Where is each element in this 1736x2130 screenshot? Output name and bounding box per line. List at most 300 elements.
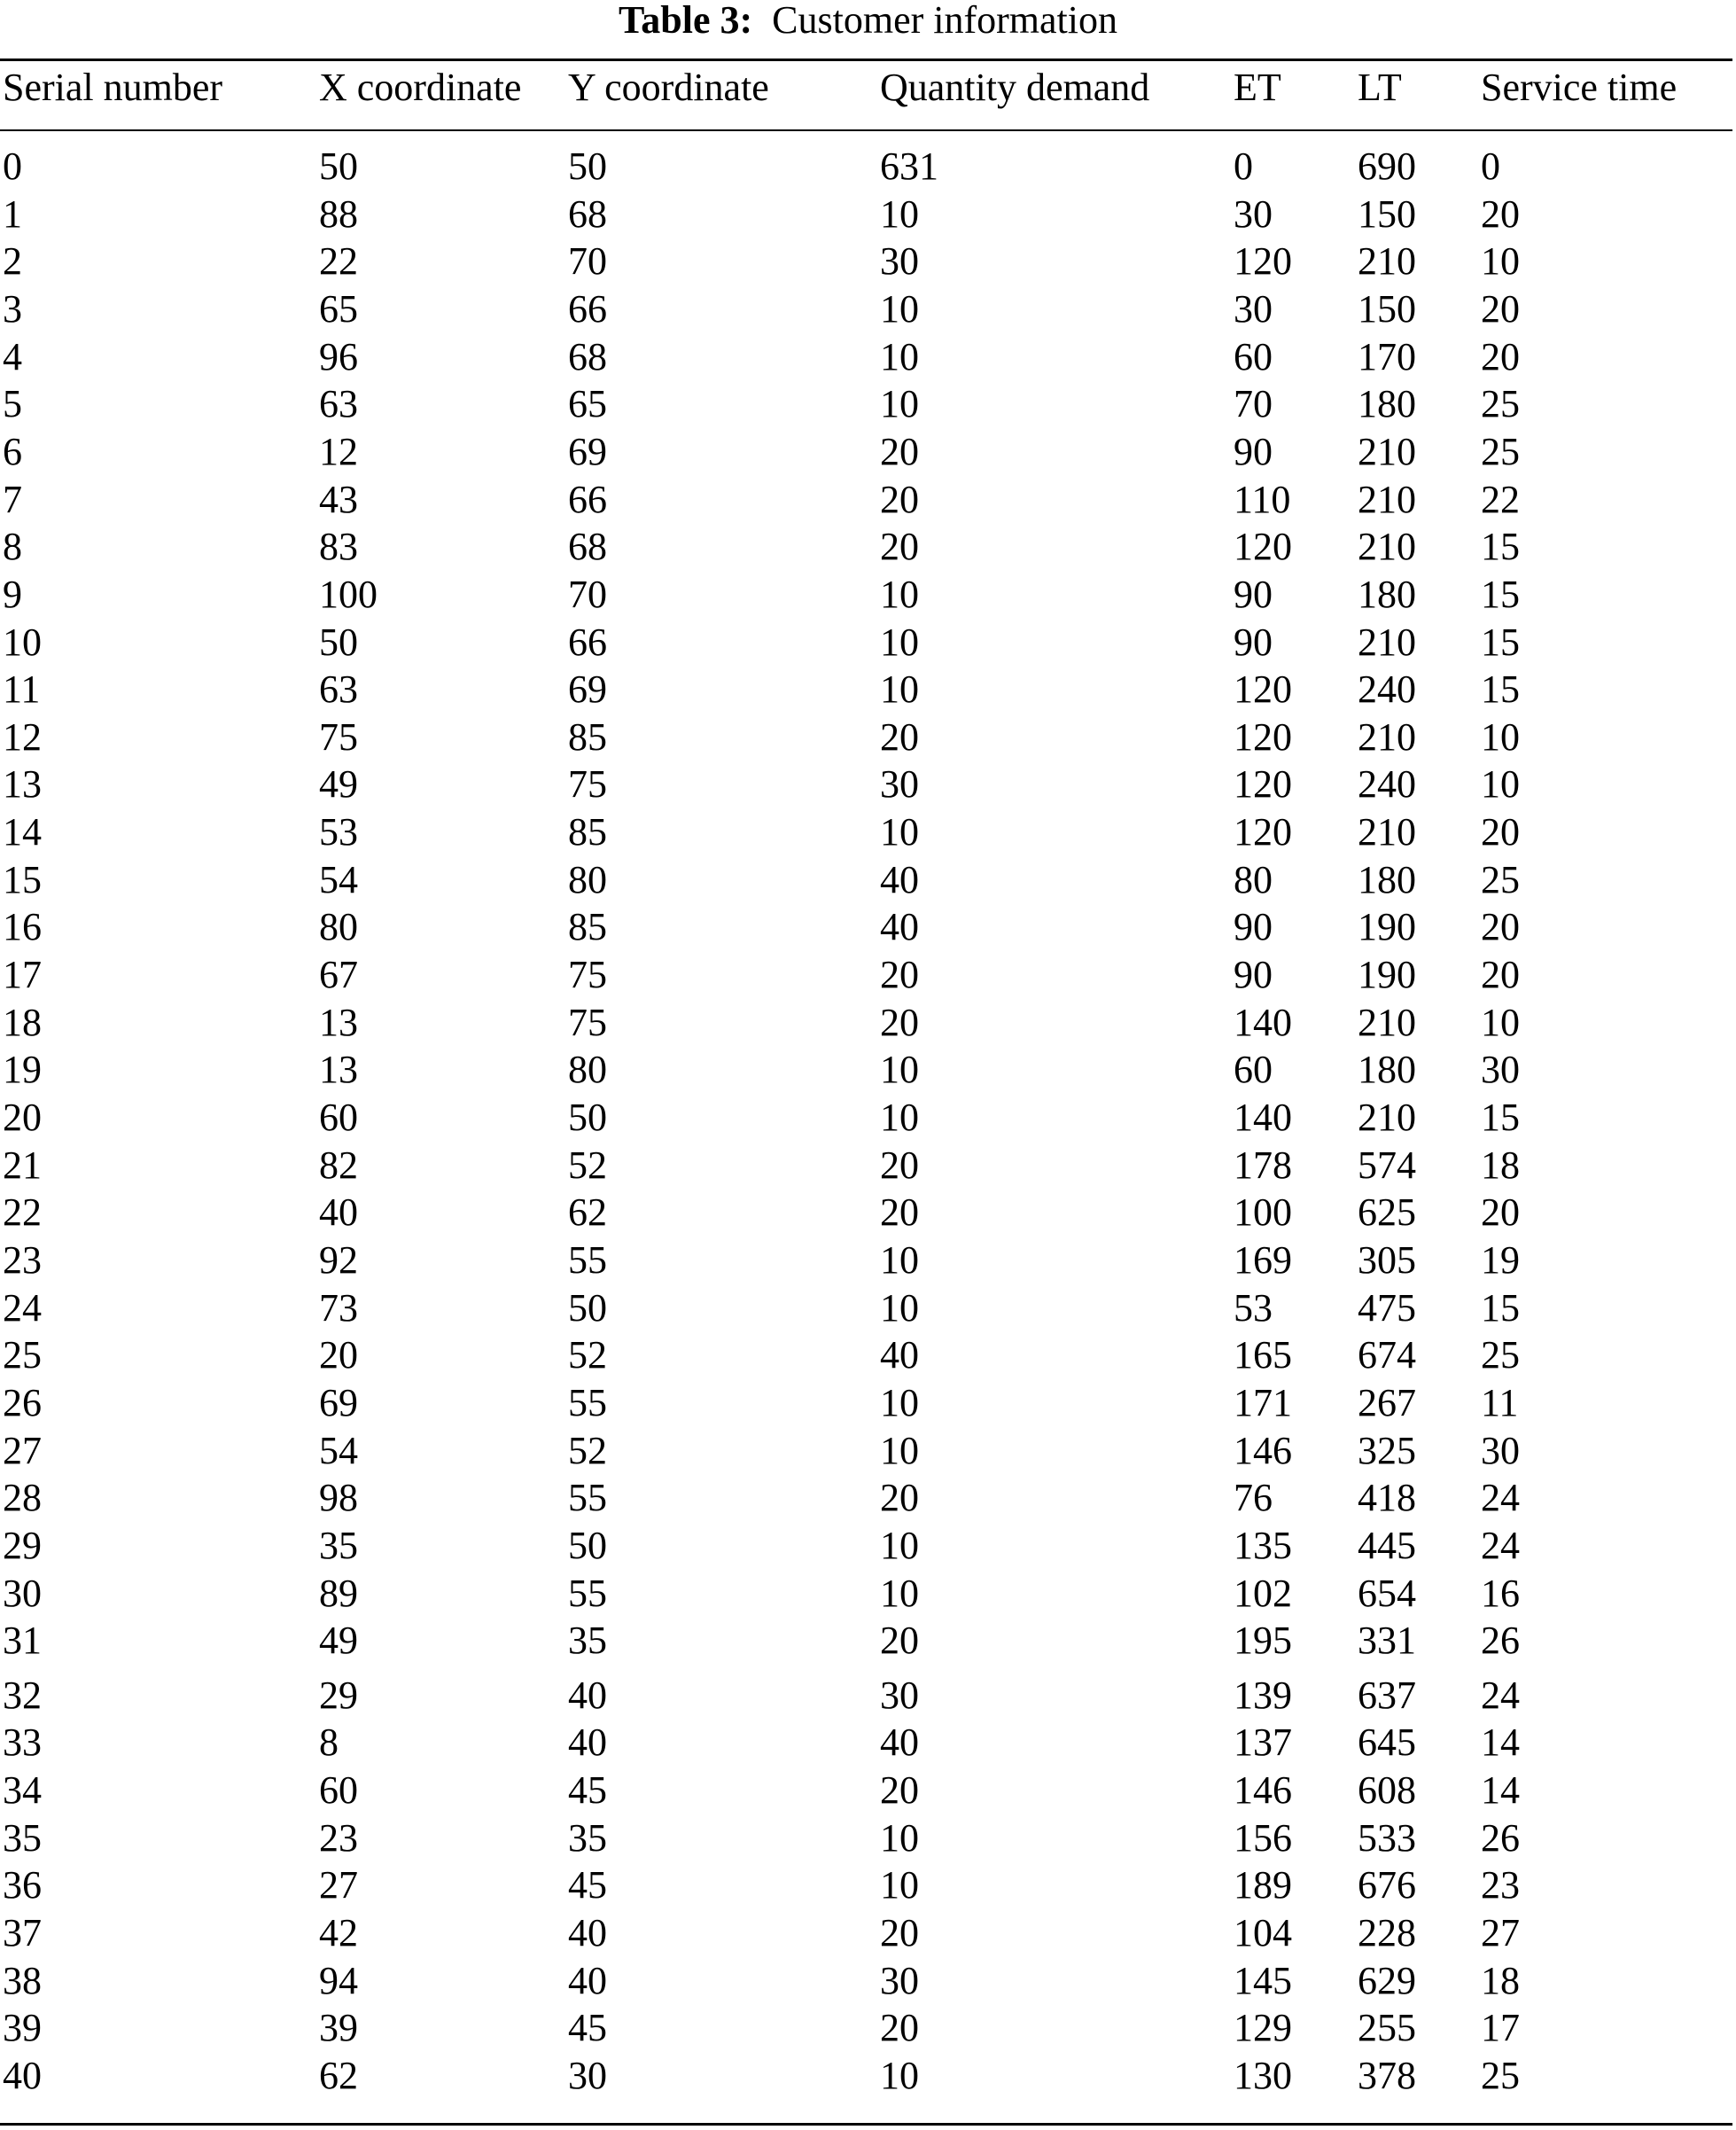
cell-et: 102 bbox=[1234, 1572, 1292, 1615]
cell-y-coordinate: 85 bbox=[568, 905, 607, 948]
table-caption-label: Table 3: bbox=[618, 0, 753, 42]
cell-y-coordinate: 80 bbox=[568, 1048, 607, 1091]
table-row bbox=[0, 666, 1736, 714]
cell-et: 0 bbox=[1234, 144, 1253, 188]
cell-serial-number: 39 bbox=[3, 2006, 42, 2049]
cell-y-coordinate: 40 bbox=[568, 1959, 607, 2002]
cell-x-coordinate: 98 bbox=[319, 1476, 358, 1519]
cell-y-coordinate: 55 bbox=[568, 1238, 607, 1282]
cell-lt: 331 bbox=[1358, 1619, 1416, 1662]
cell-y-coordinate: 30 bbox=[568, 2054, 607, 2097]
cell-serial-number: 35 bbox=[3, 1816, 42, 1860]
column-header-quantity-demand: Quantity demand bbox=[880, 66, 1150, 109]
cell-lt: 533 bbox=[1358, 1816, 1416, 1860]
cell-service-time: 25 bbox=[1481, 430, 1520, 473]
cell-service-time: 14 bbox=[1481, 1768, 1520, 1812]
table-row bbox=[0, 1189, 1736, 1237]
cell-serial-number: 6 bbox=[3, 430, 22, 473]
table-row bbox=[0, 380, 1736, 428]
table-row bbox=[0, 1719, 1736, 1767]
cell-quantity-demand: 10 bbox=[880, 1381, 919, 1424]
cell-serial-number: 25 bbox=[3, 1333, 42, 1377]
cell-x-coordinate: 23 bbox=[319, 1816, 358, 1860]
cell-et: 178 bbox=[1234, 1143, 1292, 1187]
cell-y-coordinate: 52 bbox=[568, 1143, 607, 1187]
cell-et: 30 bbox=[1234, 287, 1273, 331]
cell-x-coordinate: 49 bbox=[319, 762, 358, 806]
cell-serial-number: 9 bbox=[3, 573, 22, 616]
cell-serial-number: 21 bbox=[3, 1143, 42, 1187]
cell-quantity-demand: 30 bbox=[880, 762, 919, 806]
cell-et: 145 bbox=[1234, 1959, 1292, 2002]
table-row bbox=[0, 1957, 1736, 2005]
cell-lt: 625 bbox=[1358, 1190, 1416, 1234]
cell-x-coordinate: 40 bbox=[319, 1190, 358, 1234]
cell-et: 189 bbox=[1234, 1863, 1292, 1907]
table-row bbox=[0, 1379, 1736, 1427]
cell-quantity-demand: 10 bbox=[880, 1048, 919, 1091]
cell-quantity-demand: 10 bbox=[880, 810, 919, 854]
cell-x-coordinate: 29 bbox=[319, 1674, 358, 1717]
cell-et: 120 bbox=[1234, 762, 1292, 806]
cell-x-coordinate: 13 bbox=[319, 1048, 358, 1091]
cell-quantity-demand: 20 bbox=[880, 1190, 919, 1234]
cell-service-time: 25 bbox=[1481, 1333, 1520, 1377]
table-row bbox=[0, 903, 1736, 951]
table-header-rule bbox=[0, 129, 1732, 131]
cell-lt: 305 bbox=[1358, 1238, 1416, 1282]
cell-y-coordinate: 35 bbox=[568, 1816, 607, 1860]
cell-service-time: 18 bbox=[1481, 1143, 1520, 1187]
cell-y-coordinate: 69 bbox=[568, 667, 607, 711]
cell-serial-number: 31 bbox=[3, 1619, 42, 1662]
cell-y-coordinate: 40 bbox=[568, 1911, 607, 1954]
cell-et: 120 bbox=[1234, 525, 1292, 568]
table-row bbox=[0, 1284, 1736, 1332]
cell-lt: 180 bbox=[1358, 382, 1416, 425]
cell-x-coordinate: 50 bbox=[319, 620, 358, 664]
cell-y-coordinate: 75 bbox=[568, 953, 607, 996]
table-row bbox=[0, 1617, 1736, 1665]
cell-serial-number: 15 bbox=[3, 858, 42, 901]
cell-quantity-demand: 10 bbox=[880, 573, 919, 616]
cell-serial-number: 36 bbox=[3, 1863, 42, 1907]
cell-lt: 654 bbox=[1358, 1572, 1416, 1615]
cell-et: 76 bbox=[1234, 1476, 1273, 1519]
table-row bbox=[0, 1427, 1736, 1475]
cell-et: 146 bbox=[1234, 1429, 1292, 1472]
cell-x-coordinate: 96 bbox=[319, 335, 358, 378]
cell-et: 130 bbox=[1234, 2054, 1292, 2097]
cell-x-coordinate: 92 bbox=[319, 1238, 358, 1282]
table-row bbox=[0, 1767, 1736, 1814]
cell-quantity-demand: 10 bbox=[880, 382, 919, 425]
cell-x-coordinate: 43 bbox=[319, 478, 358, 521]
cell-service-time: 15 bbox=[1481, 667, 1520, 711]
cell-quantity-demand: 20 bbox=[880, 1476, 919, 1519]
table-row bbox=[0, 856, 1736, 904]
cell-y-coordinate: 50 bbox=[568, 1096, 607, 1139]
cell-lt: 637 bbox=[1358, 1674, 1416, 1717]
cell-serial-number: 17 bbox=[3, 953, 42, 996]
cell-lt: 170 bbox=[1358, 335, 1416, 378]
cell-et: 30 bbox=[1234, 192, 1273, 236]
table-row bbox=[0, 714, 1736, 761]
table-row bbox=[0, 808, 1736, 856]
cell-y-coordinate: 62 bbox=[568, 1190, 607, 1234]
cell-lt: 267 bbox=[1358, 1381, 1416, 1424]
cell-service-time: 15 bbox=[1481, 1096, 1520, 1139]
cell-et: 156 bbox=[1234, 1816, 1292, 1860]
cell-x-coordinate: 35 bbox=[319, 1524, 358, 1567]
cell-quantity-demand: 10 bbox=[880, 287, 919, 331]
cell-quantity-demand: 30 bbox=[880, 239, 919, 283]
table-row bbox=[0, 2052, 1736, 2100]
cell-x-coordinate: 49 bbox=[319, 1619, 358, 1662]
cell-quantity-demand: 20 bbox=[880, 715, 919, 759]
column-header-serial-number: Serial number bbox=[3, 66, 223, 109]
cell-y-coordinate: 68 bbox=[568, 525, 607, 568]
cell-quantity-demand: 10 bbox=[880, 2054, 919, 2097]
cell-et: 90 bbox=[1234, 953, 1273, 996]
cell-y-coordinate: 66 bbox=[568, 287, 607, 331]
cell-lt: 690 bbox=[1358, 144, 1416, 188]
cell-quantity-demand: 10 bbox=[880, 1816, 919, 1860]
cell-service-time: 26 bbox=[1481, 1816, 1520, 1860]
cell-lt: 210 bbox=[1358, 239, 1416, 283]
cell-y-coordinate: 55 bbox=[568, 1476, 607, 1519]
cell-x-coordinate: 42 bbox=[319, 1911, 358, 1954]
cell-y-coordinate: 66 bbox=[568, 478, 607, 521]
cell-serial-number: 3 bbox=[3, 287, 22, 331]
cell-et: 90 bbox=[1234, 620, 1273, 664]
cell-lt: 674 bbox=[1358, 1333, 1416, 1377]
cell-serial-number: 1 bbox=[3, 192, 22, 236]
cell-x-coordinate: 75 bbox=[319, 715, 358, 759]
cell-quantity-demand: 20 bbox=[880, 1911, 919, 1954]
cell-lt: 210 bbox=[1358, 1001, 1416, 1044]
cell-y-coordinate: 45 bbox=[568, 1768, 607, 1812]
cell-service-time: 27 bbox=[1481, 1911, 1520, 1954]
cell-service-time: 20 bbox=[1481, 905, 1520, 948]
cell-lt: 378 bbox=[1358, 2054, 1416, 2097]
table-caption-title: Customer information bbox=[772, 0, 1118, 42]
cell-serial-number: 11 bbox=[3, 667, 41, 711]
cell-et: 53 bbox=[1234, 1286, 1273, 1330]
cell-x-coordinate: 80 bbox=[319, 905, 358, 948]
cell-serial-number: 28 bbox=[3, 1476, 42, 1519]
cell-x-coordinate: 94 bbox=[319, 1959, 358, 2002]
cell-quantity-demand: 40 bbox=[880, 858, 919, 901]
cell-x-coordinate: 54 bbox=[319, 1429, 358, 1472]
cell-service-time: 24 bbox=[1481, 1476, 1520, 1519]
cell-service-time: 20 bbox=[1481, 810, 1520, 854]
cell-y-coordinate: 35 bbox=[568, 1619, 607, 1662]
cell-service-time: 20 bbox=[1481, 287, 1520, 331]
cell-y-coordinate: 50 bbox=[568, 1286, 607, 1330]
cell-serial-number: 24 bbox=[3, 1286, 42, 1330]
cell-et: 104 bbox=[1234, 1911, 1292, 1954]
cell-y-coordinate: 52 bbox=[568, 1429, 607, 1472]
cell-serial-number: 23 bbox=[3, 1238, 42, 1282]
cell-serial-number: 22 bbox=[3, 1190, 42, 1234]
column-header-lt: LT bbox=[1358, 66, 1402, 109]
cell-lt: 210 bbox=[1358, 620, 1416, 664]
cell-serial-number: 27 bbox=[3, 1429, 42, 1472]
column-header-et: ET bbox=[1234, 66, 1281, 109]
cell-et: 90 bbox=[1234, 905, 1273, 948]
cell-service-time: 10 bbox=[1481, 762, 1520, 806]
cell-y-coordinate: 75 bbox=[568, 762, 607, 806]
cell-serial-number: 20 bbox=[3, 1096, 42, 1139]
cell-x-coordinate: 22 bbox=[319, 239, 358, 283]
cell-et: 135 bbox=[1234, 1524, 1292, 1567]
table-body bbox=[0, 143, 1736, 2119]
cell-service-time: 18 bbox=[1481, 1959, 1520, 2002]
cell-et: 110 bbox=[1234, 478, 1291, 521]
table-row bbox=[0, 999, 1736, 1047]
cell-serial-number: 8 bbox=[3, 525, 22, 568]
cell-x-coordinate: 100 bbox=[319, 573, 378, 616]
cell-quantity-demand: 20 bbox=[880, 430, 919, 473]
cell-x-coordinate: 50 bbox=[319, 144, 358, 188]
cell-lt: 190 bbox=[1358, 905, 1416, 948]
cell-serial-number: 4 bbox=[3, 335, 22, 378]
cell-service-time: 11 bbox=[1481, 1381, 1519, 1424]
cell-service-time: 30 bbox=[1481, 1429, 1520, 1472]
cell-y-coordinate: 85 bbox=[568, 810, 607, 854]
cell-serial-number: 18 bbox=[3, 1001, 42, 1044]
cell-quantity-demand: 20 bbox=[880, 1619, 919, 1662]
cell-serial-number: 30 bbox=[3, 1572, 42, 1615]
cell-serial-number: 26 bbox=[3, 1381, 42, 1424]
table-row bbox=[0, 1094, 1736, 1142]
cell-service-time: 25 bbox=[1481, 382, 1520, 425]
cell-y-coordinate: 50 bbox=[568, 1524, 607, 1567]
cell-serial-number: 0 bbox=[3, 144, 22, 188]
cell-service-time: 15 bbox=[1481, 620, 1520, 664]
table-row bbox=[0, 523, 1736, 571]
cell-y-coordinate: 69 bbox=[568, 430, 607, 473]
cell-lt: 190 bbox=[1358, 953, 1416, 996]
cell-service-time: 20 bbox=[1481, 953, 1520, 996]
cell-service-time: 20 bbox=[1481, 192, 1520, 236]
cell-serial-number: 34 bbox=[3, 1768, 42, 1812]
cell-y-coordinate: 75 bbox=[568, 1001, 607, 1044]
cell-quantity-demand: 10 bbox=[880, 620, 919, 664]
cell-serial-number: 38 bbox=[3, 1959, 42, 2002]
table-row bbox=[0, 619, 1736, 667]
cell-service-time: 15 bbox=[1481, 525, 1520, 568]
cell-lt: 228 bbox=[1358, 1911, 1416, 1954]
cell-et: 120 bbox=[1234, 239, 1292, 283]
table-row bbox=[0, 333, 1736, 381]
cell-x-coordinate: 8 bbox=[319, 1720, 339, 1764]
cell-x-coordinate: 73 bbox=[319, 1286, 358, 1330]
cell-quantity-demand: 40 bbox=[880, 1333, 919, 1377]
cell-quantity-demand: 20 bbox=[880, 525, 919, 568]
cell-lt: 210 bbox=[1358, 810, 1416, 854]
cell-service-time: 30 bbox=[1481, 1048, 1520, 1091]
cell-quantity-demand: 10 bbox=[880, 667, 919, 711]
cell-et: 90 bbox=[1234, 430, 1273, 473]
cell-x-coordinate: 65 bbox=[319, 287, 358, 331]
cell-x-coordinate: 63 bbox=[319, 382, 358, 425]
cell-x-coordinate: 60 bbox=[319, 1768, 358, 1812]
cell-serial-number: 16 bbox=[3, 905, 42, 948]
table-row bbox=[0, 1814, 1736, 1862]
cell-service-time: 10 bbox=[1481, 1001, 1520, 1044]
cell-et: 169 bbox=[1234, 1238, 1292, 1282]
cell-et: 80 bbox=[1234, 858, 1273, 901]
cell-et: 146 bbox=[1234, 1768, 1292, 1812]
cell-service-time: 17 bbox=[1481, 2006, 1520, 2049]
cell-service-time: 10 bbox=[1481, 715, 1520, 759]
cell-y-coordinate: 68 bbox=[568, 192, 607, 236]
cell-lt: 150 bbox=[1358, 287, 1416, 331]
cell-x-coordinate: 69 bbox=[319, 1381, 358, 1424]
cell-y-coordinate: 40 bbox=[568, 1674, 607, 1717]
cell-et: 70 bbox=[1234, 382, 1273, 425]
cell-serial-number: 10 bbox=[3, 620, 42, 664]
cell-quantity-demand: 631 bbox=[880, 144, 938, 188]
cell-quantity-demand: 20 bbox=[880, 2006, 919, 2049]
cell-y-coordinate: 80 bbox=[568, 858, 607, 901]
cell-lt: 180 bbox=[1358, 573, 1416, 616]
cell-quantity-demand: 10 bbox=[880, 1286, 919, 1330]
cell-serial-number: 33 bbox=[3, 1720, 42, 1764]
cell-serial-number: 2 bbox=[3, 239, 22, 283]
cell-service-time: 24 bbox=[1481, 1524, 1520, 1567]
cell-serial-number: 32 bbox=[3, 1674, 42, 1717]
cell-quantity-demand: 40 bbox=[880, 905, 919, 948]
cell-x-coordinate: 53 bbox=[319, 810, 358, 854]
cell-et: 195 bbox=[1234, 1619, 1292, 1662]
cell-lt: 180 bbox=[1358, 1048, 1416, 1091]
cell-service-time: 10 bbox=[1481, 239, 1520, 283]
cell-x-coordinate: 83 bbox=[319, 525, 358, 568]
cell-lt: 676 bbox=[1358, 1863, 1416, 1907]
cell-y-coordinate: 52 bbox=[568, 1333, 607, 1377]
cell-x-coordinate: 54 bbox=[319, 858, 358, 901]
cell-lt: 608 bbox=[1358, 1768, 1416, 1812]
cell-lt: 445 bbox=[1358, 1524, 1416, 1567]
cell-et: 120 bbox=[1234, 715, 1292, 759]
cell-y-coordinate: 70 bbox=[568, 239, 607, 283]
cell-quantity-demand: 10 bbox=[880, 1429, 919, 1472]
cell-y-coordinate: 66 bbox=[568, 620, 607, 664]
cell-quantity-demand: 10 bbox=[880, 192, 919, 236]
cell-x-coordinate: 13 bbox=[319, 1001, 358, 1044]
cell-x-coordinate: 12 bbox=[319, 430, 358, 473]
cell-quantity-demand: 20 bbox=[880, 1768, 919, 1812]
cell-et: 90 bbox=[1234, 573, 1273, 616]
cell-service-time: 26 bbox=[1481, 1619, 1520, 1662]
table-bottom-rule bbox=[0, 2123, 1732, 2126]
cell-y-coordinate: 50 bbox=[568, 144, 607, 188]
cell-et: 120 bbox=[1234, 667, 1292, 711]
cell-lt: 210 bbox=[1358, 1096, 1416, 1139]
cell-x-coordinate: 62 bbox=[319, 2054, 358, 2097]
cell-lt: 210 bbox=[1358, 430, 1416, 473]
table-row bbox=[0, 571, 1736, 619]
table-row bbox=[0, 1861, 1736, 1909]
cell-serial-number: 5 bbox=[3, 382, 22, 425]
cell-serial-number: 40 bbox=[3, 2054, 42, 2097]
column-header-service-time: Service time bbox=[1481, 66, 1678, 109]
cell-lt: 629 bbox=[1358, 1959, 1416, 2002]
cell-service-time: 20 bbox=[1481, 1190, 1520, 1234]
cell-et: 60 bbox=[1234, 1048, 1273, 1091]
cell-y-coordinate: 45 bbox=[568, 2006, 607, 2049]
table-row bbox=[0, 1909, 1736, 1957]
cell-quantity-demand: 10 bbox=[880, 1863, 919, 1907]
cell-lt: 240 bbox=[1358, 667, 1416, 711]
cell-quantity-demand: 20 bbox=[880, 953, 919, 996]
table-caption bbox=[0, 0, 1736, 41]
cell-y-coordinate: 85 bbox=[568, 715, 607, 759]
table-row bbox=[0, 191, 1736, 238]
cell-lt: 325 bbox=[1358, 1429, 1416, 1472]
table-header bbox=[0, 64, 1736, 117]
cell-y-coordinate: 45 bbox=[568, 1863, 607, 1907]
table-row bbox=[0, 1046, 1736, 1094]
cell-service-time: 15 bbox=[1481, 573, 1520, 616]
cell-serial-number: 13 bbox=[3, 762, 42, 806]
cell-et: 129 bbox=[1234, 2006, 1292, 2049]
table-row bbox=[0, 1672, 1736, 1720]
cell-service-time: 16 bbox=[1481, 1572, 1520, 1615]
cell-serial-number: 37 bbox=[3, 1911, 42, 1954]
table-row bbox=[0, 238, 1736, 285]
cell-quantity-demand: 10 bbox=[880, 335, 919, 378]
cell-service-time: 14 bbox=[1481, 1720, 1520, 1764]
table-row bbox=[0, 143, 1736, 191]
column-header-y-coordinate: Y coordinate bbox=[568, 66, 769, 109]
cell-y-coordinate: 70 bbox=[568, 573, 607, 616]
cell-x-coordinate: 39 bbox=[319, 2006, 358, 2049]
table-row bbox=[0, 1331, 1736, 1379]
table-top-rule bbox=[0, 59, 1732, 61]
column-header-x-coordinate: X coordinate bbox=[319, 66, 522, 109]
table-row bbox=[0, 1237, 1736, 1284]
cell-service-time: 15 bbox=[1481, 1286, 1520, 1330]
cell-x-coordinate: 89 bbox=[319, 1572, 358, 1615]
cell-y-coordinate: 40 bbox=[568, 1720, 607, 1764]
cell-service-time: 25 bbox=[1481, 2054, 1520, 2097]
cell-serial-number: 29 bbox=[3, 1524, 42, 1567]
cell-service-time: 20 bbox=[1481, 335, 1520, 378]
cell-service-time: 24 bbox=[1481, 1674, 1520, 1717]
table-row bbox=[0, 1522, 1736, 1570]
table-row bbox=[0, 1570, 1736, 1618]
cell-lt: 645 bbox=[1358, 1720, 1416, 1764]
cell-quantity-demand: 20 bbox=[880, 1143, 919, 1187]
table-row bbox=[0, 428, 1736, 476]
cell-lt: 240 bbox=[1358, 762, 1416, 806]
table-row bbox=[0, 2004, 1736, 2052]
cell-quantity-demand: 10 bbox=[880, 1524, 919, 1567]
cell-y-coordinate: 68 bbox=[568, 335, 607, 378]
cell-quantity-demand: 10 bbox=[880, 1572, 919, 1615]
cell-quantity-demand: 10 bbox=[880, 1238, 919, 1282]
cell-serial-number: 14 bbox=[3, 810, 42, 854]
cell-lt: 210 bbox=[1358, 478, 1416, 521]
cell-lt: 475 bbox=[1358, 1286, 1416, 1330]
cell-x-coordinate: 60 bbox=[319, 1096, 358, 1139]
table-row bbox=[0, 1474, 1736, 1522]
cell-x-coordinate: 82 bbox=[319, 1143, 358, 1187]
